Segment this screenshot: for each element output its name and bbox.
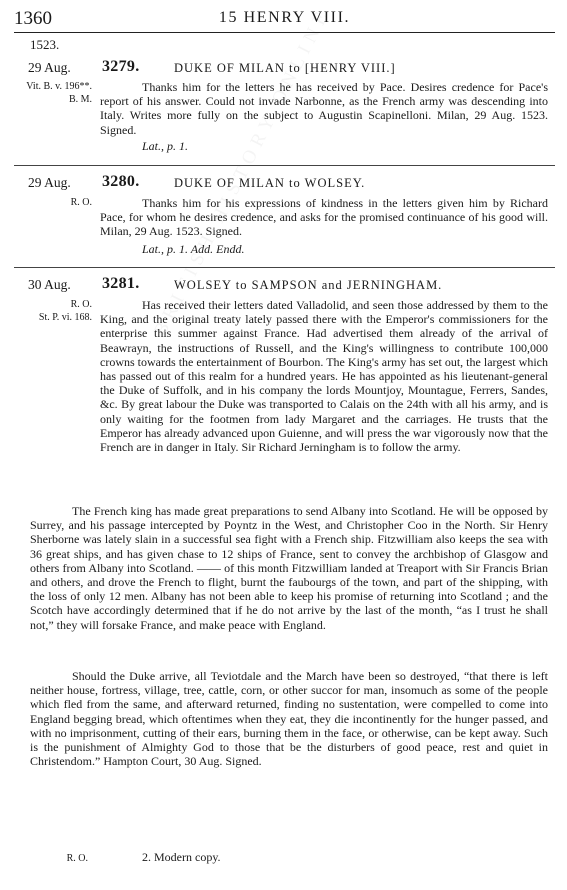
page-number: 1360 — [14, 8, 52, 29]
footer-source: R. O. — [66, 853, 88, 864]
entry-paragraph: The French king has made great preparations to send Albany into Scotland. He will be opposed by Surrey, and his passage intercepted by Poyntz in the West, and Christopher Coo in the North. Sir Henry Sherborne was lately slain in a successful sea fight with a French ship. Fitzwilliam also keeps the sea with 36 great ships, and has given chase to 12 ships of France, sent to convey the archbishop of Glasgow and others from Albany into Scotland. —— of this month Fitzwilliam landed at Treaport with Sir Francis Brian and others, and drove the French to flight, burnt the faubourgs of the town, and part of the shipping, with the loss of only 12 men. Albany has not been able to keep his promise of returning into Scotland ; and the Scotch have accordingly determined that if he do not arrive by the last of the month, “as I trust he shall not,” they will forsake France, and make peace with England. — [30, 504, 548, 632]
entry-sources — [0, 80, 92, 106]
entry-number: 3280. — [102, 173, 140, 190]
source-reference: Vit. B. v. 196**. — [26, 81, 92, 92]
entry-paragraph: Thanks him for his expressions of kindness in the letters given him by Richard Pace, for whom he desires credence, and asks for the promised continuance of his good will. Milan, 29 Aug. 1523. Signed. — [100, 196, 548, 239]
entry-note: Lat., p. 1. — [142, 139, 189, 153]
source-reference: B. M. — [68, 94, 92, 105]
entry-date: 29 Aug. — [28, 60, 71, 75]
entry-sources — [0, 196, 92, 209]
entry-title: DUKE OF MILAN to [HENRY VIII.] — [174, 61, 396, 75]
entry-title: DUKE OF MILAN to WOLSEY. — [174, 176, 366, 190]
source-reference: R. O. — [70, 299, 92, 310]
entry-title: WOLSEY to SAMPSON and JERNINGHAM. — [174, 278, 443, 292]
source-reference: R. O. — [70, 197, 92, 208]
entry-date: 30 Aug. — [28, 277, 71, 292]
running-header — [14, 6, 555, 33]
year-label: 1523. — [30, 37, 60, 52]
entry-note: Lat., p. 1. Add. Endd. — [142, 242, 245, 256]
entry-divider — [14, 165, 555, 166]
entry-number: 3279. — [102, 58, 140, 75]
entry-paragraph: Should the Duke arrive, all Teviotdale and the March have been so destroyed, “that there is left neither house, fortress, village, tree, cattle, corn, or other succor for man, insomuch as some of the people which fled from the same, and afterward returned, finding no sustentation, were compelled to come into England begging bread, which oftentimes when they eat, they die incontinently for the hunger passed, and with no imprisonment, cutting of their ears, burning them in the face, or otherwise, can be kept away. Such is the punishment of Almighty God to those that be the disturbers of good peace, rest and quiet in Christendom.” Hampton Court, 30 Aug. Signed. — [30, 669, 548, 769]
entry-date: 29 Aug. — [28, 175, 71, 190]
footer-text: 2. Modern copy. — [142, 850, 221, 864]
running-title: 15 HENRY VIII. — [218, 9, 351, 26]
entry-sources — [0, 298, 92, 324]
source-reference: St. P. vi. 168. — [38, 312, 92, 323]
entry-paragraph: Thanks him for the letters he has received by Pace. Desires credence for Pace's report of his answer. Could not invade Narbonne, as the French army was descending into Italy. Writes more fully on the subject to Augustin Scapinelloni. Milan, 29 Aug. 1523. Signed. — [100, 80, 548, 137]
entry-paragraph: Has received their letters dated Valladolid, and seen those addressed by them to the King, and the original treaty lately passed there with the Emperor's commissioners for the enterprise this summer against France. Had advertised them already of the arrival of Beawrayn, the instructions of Russell, and the King's willingness to contribute 100,000 crowns towards the entertainment of Bourbon. The King's army has set out, the largest which has passed out of this realm for a hundred years. He has appointed as his lieutenant-general the Duke of Suffolk, and in his company the lords Mountjoy, Mountague, Ferrers, Sandes, &c. By great labour the Duke was transported to Calais on the 24th with all his army, and is only waiting for the footmen from lady Margaret and the carriages. He trusts that the Emperor has already advanced upon Guienne, and will press the war vigorously now that the French are in danger in Italy. Sir Richard Jerningham is to follow the army. — [100, 298, 548, 455]
entry-number: 3281. — [102, 275, 140, 292]
entry-divider — [14, 267, 555, 268]
